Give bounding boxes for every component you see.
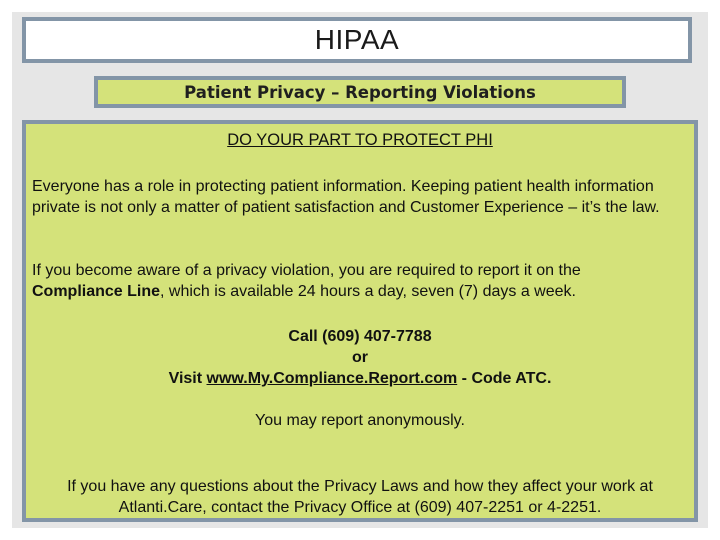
contact-block (26, 326, 694, 389)
visit-prefix: Visit (168, 370, 207, 387)
visit-suffix: - Code ATC. (457, 370, 552, 387)
reporting-text-start: If you become aware of a privacy violation, you are required to report it on the (32, 262, 581, 279)
page-title: HIPAA (314, 24, 400, 55)
content-box (22, 120, 698, 522)
section-heading: DO YOUR PART TO PROTECT PHI (227, 131, 493, 149)
subtitle-box (94, 76, 626, 108)
compliance-line-term: Compliance Line (32, 283, 161, 300)
closing-paragraph: If you have any questions about the Privacy Laws and how they affect your work at Atlanti.Care, contact the Privacy Office at (609) 407-2251 or 4-2251. (67, 478, 653, 516)
call-line: Call (609) 407-7788 (288, 328, 432, 345)
intro-paragraph: Everyone has a role in protecting patient information. Keeping patient health information private is not only a matter of patient satisfaction and Customer Experience – it’s the law. (32, 178, 660, 216)
page-subtitle: Patient Privacy – Reporting Violations (184, 82, 536, 102)
title-box (22, 17, 692, 63)
visit-line (26, 368, 694, 389)
reporting-text-end: , which is available 24 hours a day, seven (7) days a week. (160, 283, 576, 300)
compliance-report-link[interactable]: www.My.Compliance.Report.com (206, 370, 458, 387)
anonymous-note: You may report anonymously. (255, 412, 465, 429)
reporting-paragraph (32, 260, 672, 302)
or-line: or (352, 349, 368, 366)
